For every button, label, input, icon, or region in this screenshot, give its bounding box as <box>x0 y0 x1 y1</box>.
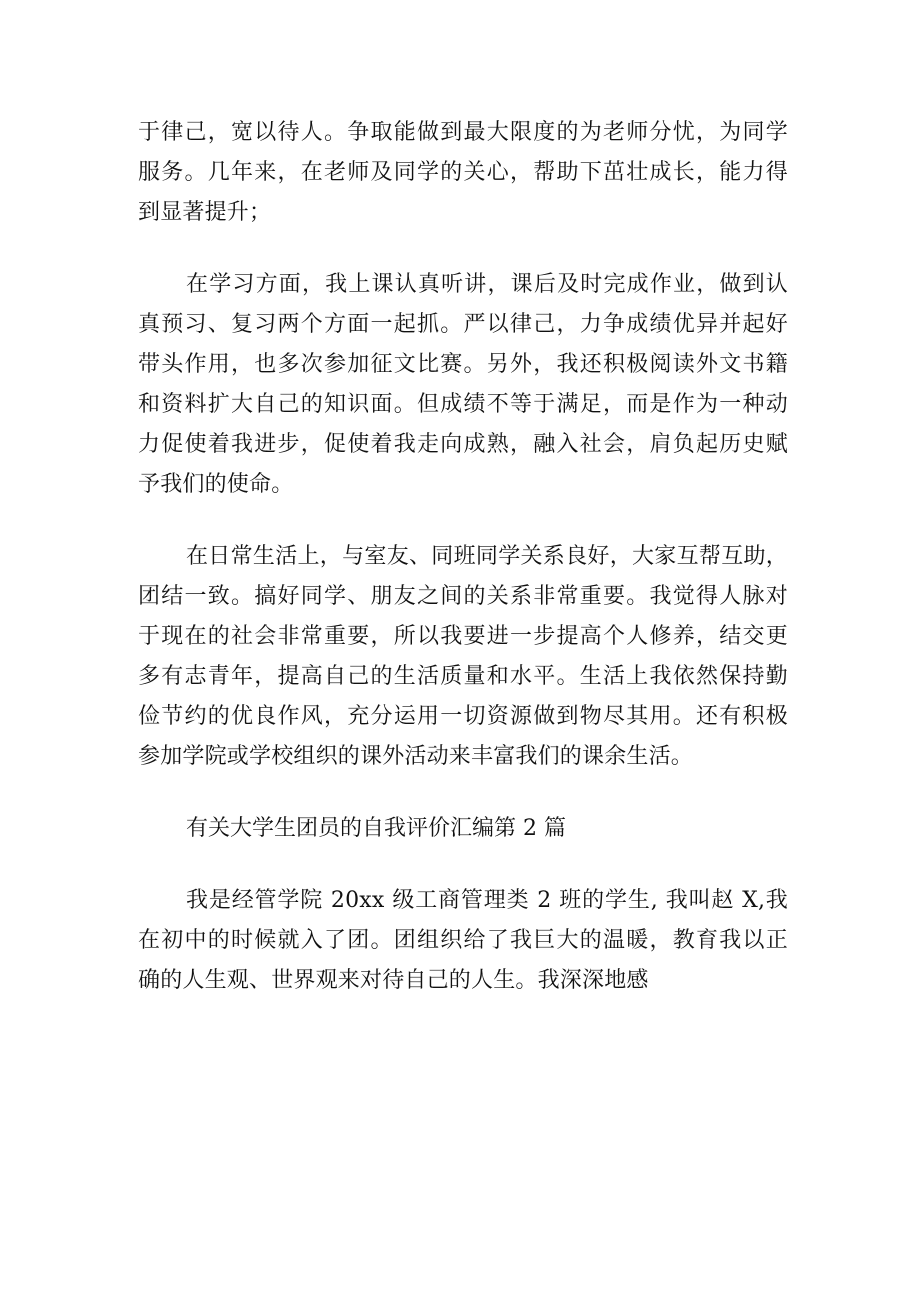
document-body <box>138 113 788 1001</box>
text-line: 在初中的时候就入了团。团组织给了我巨大的温暖，教育我以正 <box>138 928 788 953</box>
text-line: 予我们的使命。 <box>138 472 294 497</box>
paragraph-introduction <box>138 881 788 1001</box>
text-line: 参加学院或学校组织的课外活动来丰富我们的课余生活。 <box>138 744 694 769</box>
text-line: 服务。几年来，在老师及同学的关心，帮助下茁壮成长，能力得 <box>138 160 788 185</box>
text-line: 在日常生活上，与室友、同班同学关系良好，大家互帮互助， <box>186 544 788 569</box>
paragraph-daily-life <box>138 537 788 777</box>
text-line: 俭节约的优良作风，充分运用一切资源做到物尽其用。还有积极 <box>138 704 788 729</box>
text-line: 到显著提升； <box>138 200 272 225</box>
text-line: 和资料扩大自己的知识面。但成绩不等于满足，而是作为一种动 <box>138 392 788 417</box>
paragraph-gap <box>138 505 788 537</box>
section-heading: 有关大学生团员的自我评价汇编第 2 篇 <box>186 816 566 841</box>
paragraph-gap <box>138 849 788 881</box>
text-line: 团结一致。搞好同学、朋友之间的关系非常重要。我觉得人脉对 <box>138 584 788 609</box>
paragraph-self-discipline <box>138 113 788 233</box>
text-line: 带头作用，也多次参加征文比赛。另外，我还积极阅读外文书籍 <box>138 352 788 377</box>
text-line: 多有志青年，提高自己的生活质量和水平。生活上我依然保持勤 <box>138 664 788 689</box>
text-line: 真预习、复习两个方面一起抓。严以律己，力争成绩优异并起好 <box>138 312 788 337</box>
text-line: 于律己，宽以待人。争取能做到最大限度的为老师分忧，为同学 <box>138 120 788 145</box>
text-line: 确的人生观、世界观来对待自己的人生。我深深地感 <box>138 968 649 993</box>
text-line: 力促使着我进步，促使着我走向成熟，融入社会，肩负起历史赋 <box>138 432 788 457</box>
paragraph-study <box>138 265 788 505</box>
paragraph-gap <box>138 777 788 809</box>
text-line: 在学习方面，我上课认真听讲，课后及时完成作业，做到认 <box>186 272 788 297</box>
text-line: 于现在的社会非常重要，所以我要进一步提高个人修养，结交更 <box>138 624 788 649</box>
paragraph-gap <box>138 233 788 265</box>
text-line: 我是经管学院 20xx 级工商管理类 2 班的学生, 我叫赵 X,我 <box>186 888 788 913</box>
